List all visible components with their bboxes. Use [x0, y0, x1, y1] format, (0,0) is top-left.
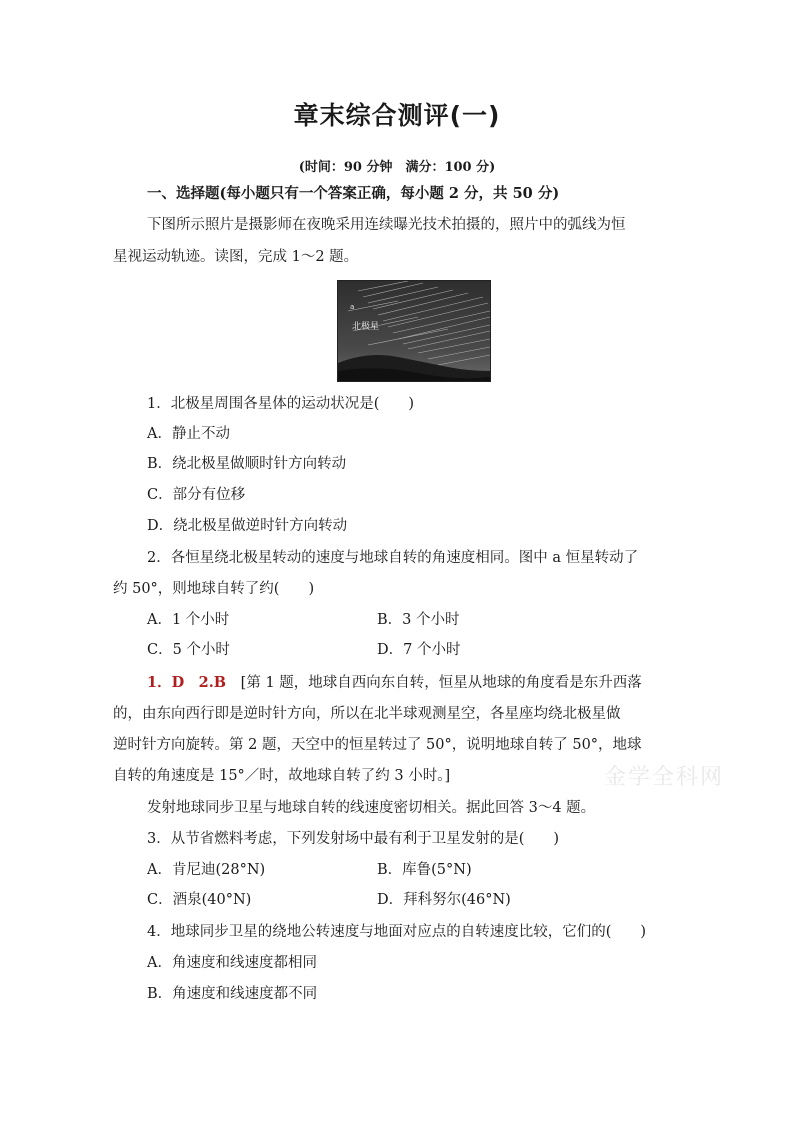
page-title: 章末综合测评(一) [293, 101, 501, 130]
answer-key: 1．D 2.B [147, 674, 227, 691]
option-b: B．角速度和线速度都不同 [147, 986, 318, 1002]
option-a: A．角速度和线速度都相同 [147, 955, 317, 971]
option-b: B．3 个小时 [377, 612, 460, 628]
intro-paragraph-line: 发射地球同步卫星与地球自转的线速度密切相关。据此回答 3～4 题。 [147, 800, 596, 816]
option-c: C．5 个小时 [147, 642, 230, 658]
section-heading: 一、选择题(每小题只有一个答案正确，每小题 2 分，共 50 分) [147, 185, 560, 202]
option-a: A．肯尼迪(28°N) [147, 862, 266, 878]
option-a: A．1 个小时 [147, 612, 230, 628]
explanation-text: 逆时针方向旋转。第 2 题，天空中的恒星转过了 50°，说明地球自转了 50°，地球 [113, 737, 642, 753]
option-b: B．绕北极星做顺时针方向转动 [147, 456, 347, 472]
option-c: C．酒泉(40°N) [147, 892, 252, 908]
star-trail-photo [337, 280, 491, 382]
explanation-text: 自转的角速度是 15°／时，故地球自转了约 3 小时。] [113, 768, 451, 784]
option-a: A．静止不动 [147, 426, 230, 442]
explanation-text: [第 1 题，地球自西向东自转，恒星从地球的角度看是东升西落 [240, 675, 642, 691]
star-a-marker: a [350, 303, 355, 311]
option-d: D．7 个小时 [377, 642, 461, 658]
question-2-stem: 2．各恒星绕北极星转动的速度与地球自转的角速度相同。图中 a 恒星转动了 [147, 550, 639, 566]
answer-explanation [147, 673, 642, 693]
option-d: D．绕北极星做逆时针方向转动 [147, 518, 348, 534]
polaris-label: 北极星 [352, 322, 380, 332]
option-b: B．库鲁(5°N) [377, 862, 472, 878]
intro-paragraph-line: 下图所示照片是摄影师在夜晚采用连续曝光技术拍摄的，照片中的弧线为恒 [147, 217, 626, 233]
explanation-text: 的，由东向西行即是逆时针方向，所以在北半球观测星空，各星座均绕北极星做 [113, 706, 621, 722]
exam-info: (时间：90 分钟 满分：100 分) [298, 160, 496, 175]
option-c: C．部分有位移 [147, 487, 246, 503]
question-1-stem: 1．北极星周围各星体的运动状况是( ) [147, 396, 415, 412]
question-4-stem: 4．地球同步卫星的绕地公转速度与地面对应点的自转速度比较，它们的( ) [147, 924, 647, 940]
question-2-stem: 约 50°，则地球自转了约( ) [113, 581, 315, 597]
question-3-stem: 3．从节省燃料考虑，下列发射场中最有利于卫星发射的是( ) [147, 831, 560, 847]
watermark: 金学全科网 [604, 765, 725, 790]
option-d: D．拜科努尔(46°N) [377, 892, 511, 908]
intro-paragraph-line: 星视运动轨迹。读图，完成 1～2 题。 [113, 249, 359, 265]
